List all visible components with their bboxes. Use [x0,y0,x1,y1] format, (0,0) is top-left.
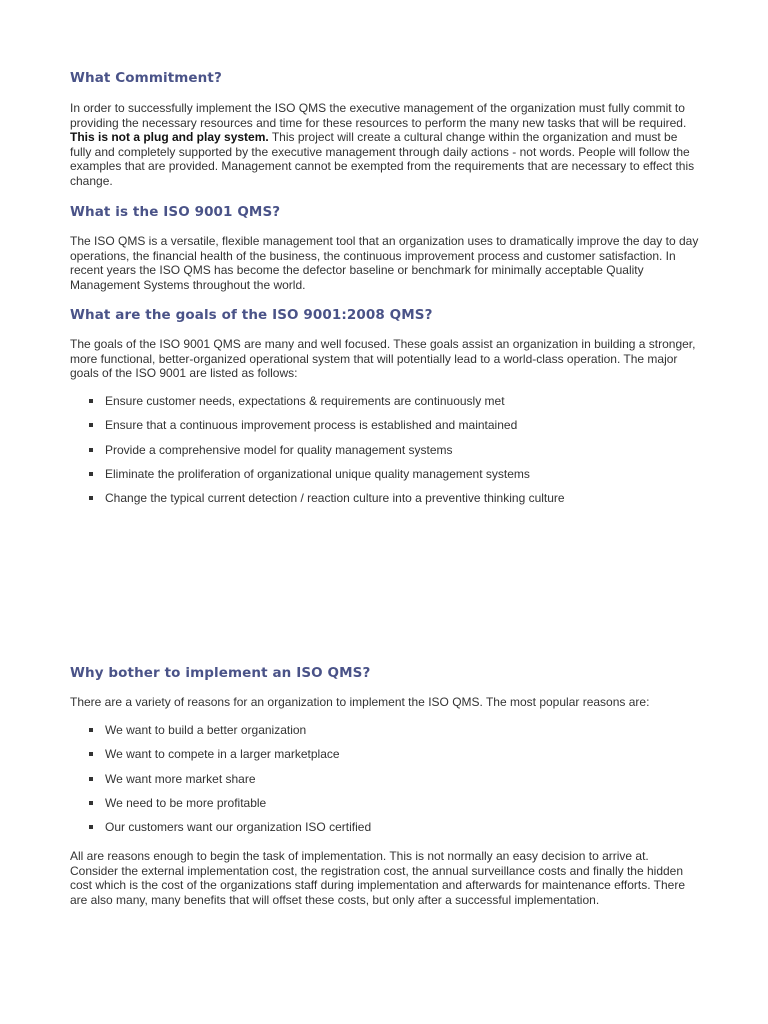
bullet-icon [89,399,93,403]
list-item-text: We want to build a better organization [105,723,307,737]
paragraph-what-is-iso: The ISO QMS is a versatile, flexible management tool that an organization uses to dramatically improve the day to day operations, the financial health of the business, the continuous improvement process and customer satisfaction. In recent years the ISO QMS has become the defector baseline or benchmark for minimally acceptable Quality Management Systems throughout the world. [70,234,699,292]
bullet-icon [89,423,93,427]
paragraph-commitment [70,101,700,189]
bullet-icon [89,496,93,500]
list-item-text: We want more market share [105,771,256,786]
bullet-icon [89,472,93,476]
bullet-icon [89,728,93,732]
paragraph-goals: The goals of the ISO 9001 QMS are many and well focused. These goals assist an organization in building a stronger, more functional, better-organized operational system that will potentially lead to a world-class operation. The major goals of the ISO 9001 are listed as follows: [70,337,696,381]
list-item-text: Ensure customer needs, expectations & requirements are continuously met [105,394,505,408]
list-item [70,443,565,467]
heading-why-bother: Why bother to implement an ISO QMS? [70,665,371,681]
paragraph-why-bother: There are a variety of reasons for an organization to implement the ISO QMS. The most popular reasons are: [70,695,650,709]
paragraph-closing: All are reasons enough to begin the task of implementation. This is not normally an easy decision to arrive at. Consider the external implementation cost, the registration cost, the annual surveillance costs and finally the hidden cost which is the cost of the organizations staff during implementation and afterwards for maintenance efforts. There are also many, many benefits that will offset these costs, but only after a successful implementation. [70,849,685,907]
list-item-text: We need to be more profitable [105,795,267,810]
list-item-text: Eliminate the proliferation of organizational unique quality management systems [105,466,530,481]
paragraph-commitment-bold: This is not a plug and play system. [70,130,269,145]
list-item-text: We want to compete in a larger marketplace [105,747,340,762]
heading-what-is-iso: What is the ISO 9001 QMS? [70,204,281,220]
bullet-icon [89,752,93,756]
goals-list [70,394,565,515]
list-item [70,796,371,820]
list-item [70,491,565,515]
list-item-text: Provide a comprehensive model for quality management systems [105,442,453,457]
reasons-list [70,723,371,844]
list-item-text: Our customers want our organization ISO certified [105,820,372,835]
list-item [70,394,565,418]
paragraph-commitment-text-1: In order to successfully implement the ISO QMS the executive management of the organization must fully commit to providing the necessary resources and time for these resources to perform the many new tasks that will be required. [70,101,687,130]
list-item-text: Change the typical current detection / reaction culture into a preventive thinking culture [105,491,565,506]
bullet-icon [89,777,93,781]
paragraph-commitment-text-2: This project will create a cultural change within the organization and must be fully and completely supported by the executive management through daily actions - not words. People will follow the examples that are provided. Management cannot be exempted from the requirements that are necessary to effect this change. [70,130,695,188]
heading-what-commitment: What Commitment? [70,70,222,86]
bullet-icon [89,825,93,829]
list-item [70,772,371,796]
bullet-icon [89,448,93,452]
list-item [70,820,371,844]
list-item [70,418,565,442]
list-item-text: Ensure that a continuous improvement process is established and maintained [105,418,518,433]
bullet-icon [89,801,93,805]
list-item [70,723,371,747]
heading-goals: What are the goals of the ISO 9001:2008 QMS? [70,307,433,323]
list-item [70,747,371,771]
list-item [70,467,565,491]
